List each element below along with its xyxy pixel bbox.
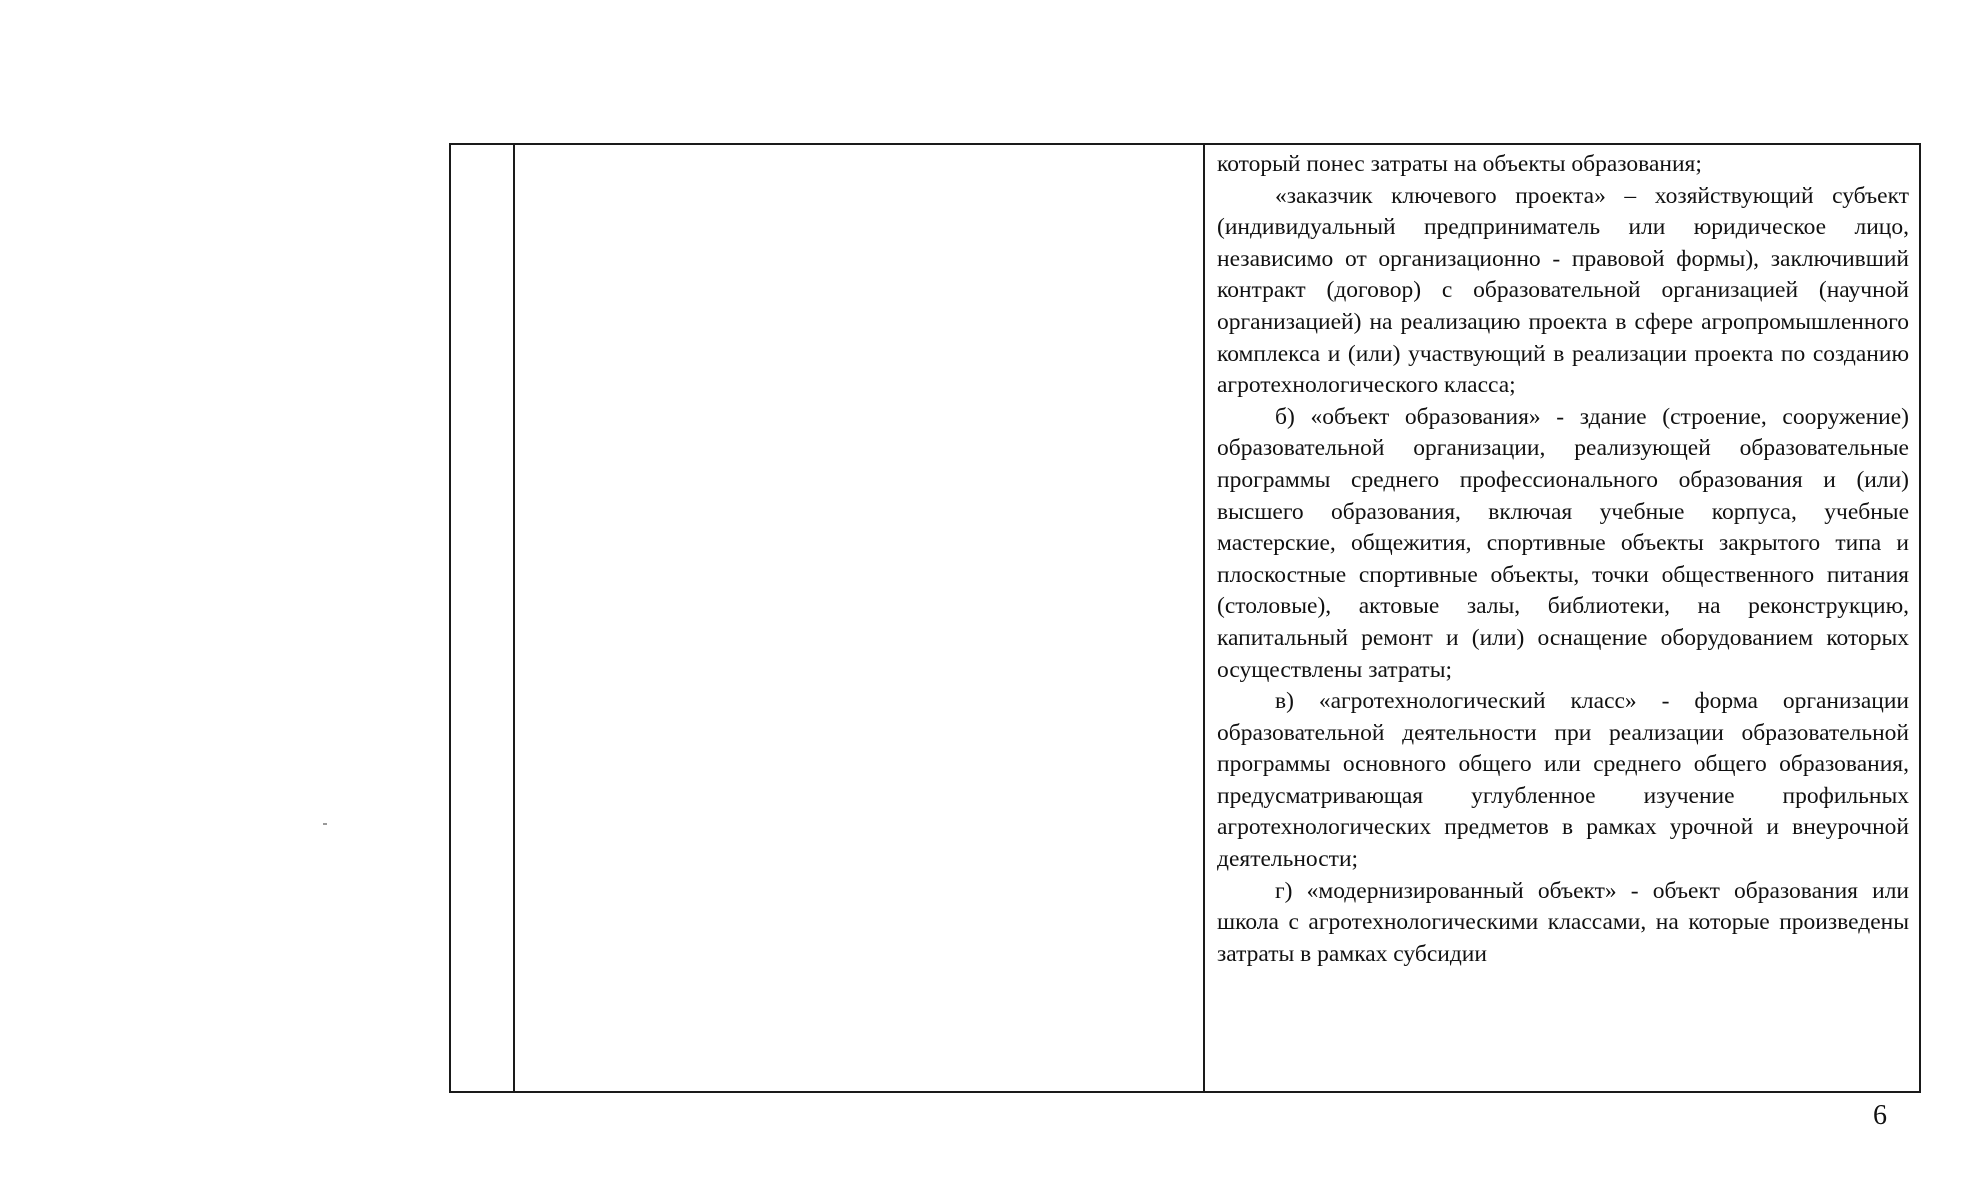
scan-speck (323, 823, 327, 825)
table-column-number (451, 145, 515, 1091)
paragraph-key-project-customer: «заказчик ключевого проекта» – хозяйствующий субъект (индивидуальный предприниматель или юридическое лицо, независимо от организационно - правовой формы), заключивший контракт (договор) с образовательной организацией (научной организацией) на реализацию проекта в сфере агропромышленного комплекса и (или) участвующий в реализации проекта по созданию агротехнологического класса; (1217, 182, 1909, 399)
paragraph-continuation: который понес затраты на объекты образования; (1217, 151, 1702, 177)
paragraph-agrotech-class: в) «агротехнологический класс» - форма организации образовательной деятельности при реализации образовательной программы основного общего или среднего общего образования, предусматривающая углубленное изучение профильных агротехнологических предметов в рамках урочной и внеурочной деятельности; (1217, 688, 1909, 873)
paragraph-modernized-object: г) «модернизированный объект» - объект образования или школа с агротехнологическими классами, на которые произведены затраты в рамках субсидии (1217, 877, 1909, 967)
paragraph-education-object: б) «объект образования» - здание (строение, сооружение) образовательной организации, реализующей образовательные программы среднего профессионального образования и (или) высшего образования, включая учебные корпуса, учебные мастерские, общежития, спортивные объекты закрытого типа и плоскостные спортивные объекты, точки общественного питания (столовые), актовые залы, библиотеки, на реконструкцию, капитальный ремонт и (или) оснащение оборудованием которых осуществлены затраты; (1217, 403, 1909, 683)
document-table (449, 143, 1921, 1093)
page-number: 6 (1873, 1100, 1887, 1131)
table-column-middle (515, 145, 1205, 1091)
table-column-text (1205, 145, 1919, 1091)
